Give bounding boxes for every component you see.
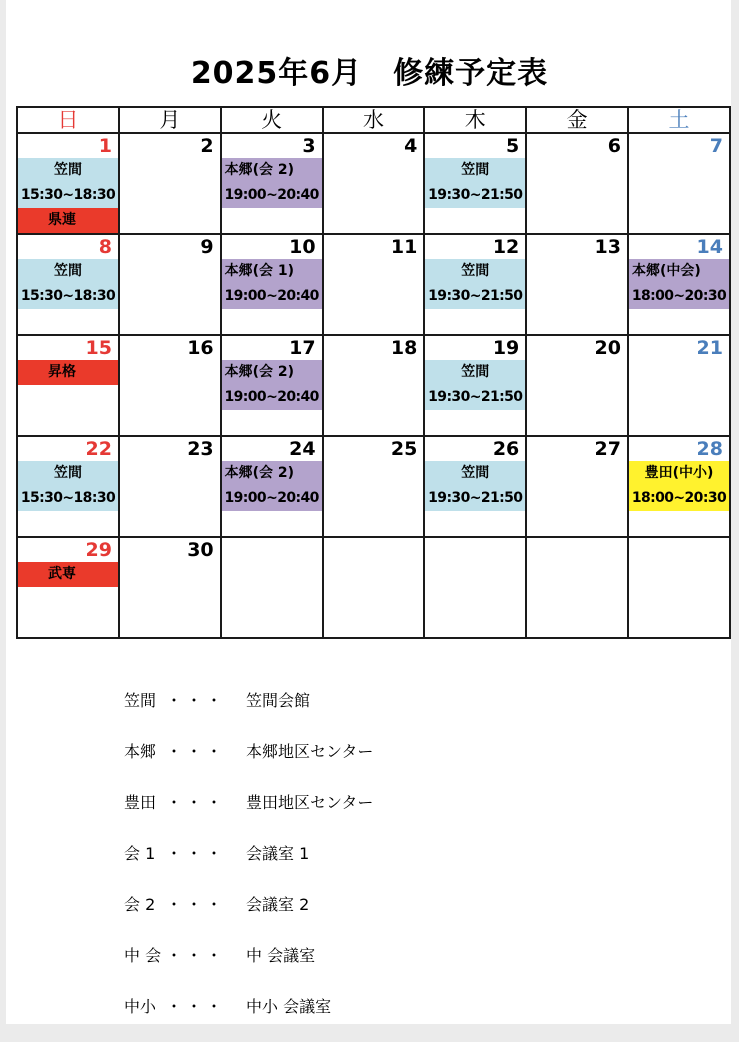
day-number: 6 (607, 135, 621, 157)
event-time: 15:30~18:30 (20, 490, 116, 506)
calendar-day-cell (119, 133, 221, 234)
calendar-day-cell (323, 133, 425, 234)
day-number: 7 (709, 135, 723, 157)
legend-abbr: 本郷 (124, 742, 157, 761)
event-tag: 昇格 (18, 360, 118, 385)
calendar-day-cell (221, 234, 323, 335)
day-number: 9 (200, 236, 214, 258)
calendar-day-cell (119, 335, 221, 436)
schedule-event (425, 158, 525, 208)
legend-name: 中 会議室 (246, 946, 316, 965)
event-time: 15:30~18:30 (20, 288, 116, 304)
legend-dots: ・・・ (166, 946, 227, 965)
day-number: 2 (200, 135, 214, 157)
event-time: 18:00~20:30 (631, 490, 727, 506)
calendar-day-cell (424, 335, 526, 436)
calendar-day-cell (526, 133, 628, 234)
calendar-day-cell (526, 436, 628, 537)
weekday-wed: 水 (323, 107, 425, 133)
legend-dots: ・・・ (166, 895, 227, 914)
day-number (629, 538, 729, 562)
event-time: 18:00~20:30 (631, 288, 727, 304)
day-number: 14 (696, 236, 723, 258)
calendar-day-cell (424, 133, 526, 234)
event-location: 豊田(中小) (644, 465, 714, 481)
day-number: 18 (390, 337, 418, 359)
day-number: 28 (696, 438, 723, 460)
event-time: 19:30~21:50 (428, 288, 523, 304)
calendar-day-cell (424, 537, 526, 638)
calendar-day-cell (221, 436, 323, 537)
legend-row (124, 736, 373, 787)
day-number: 21 (696, 337, 723, 359)
schedule-event (18, 461, 118, 511)
schedule-event (222, 360, 322, 410)
schedule-event (222, 158, 322, 208)
weekday-sat: 土 (628, 107, 730, 133)
day-number: 26 (492, 438, 520, 460)
calendar-day-cell (221, 133, 323, 234)
calendar-day-cell (119, 537, 221, 638)
day-number: 12 (492, 236, 520, 258)
calendar-day-cell (17, 436, 119, 537)
weekday-mon: 月 (119, 107, 221, 133)
schedule-event (222, 259, 322, 309)
schedule-event (18, 158, 118, 208)
calendar-day-cell (17, 133, 119, 234)
event-time: 19:30~21:50 (428, 187, 523, 203)
day-number (527, 538, 627, 562)
day-number (324, 538, 424, 562)
calendar-day-cell (119, 234, 221, 335)
page-title: 2025年6月 修練予定表 (190, 56, 549, 91)
calendar-day-cell (628, 234, 730, 335)
calendar-week-row (17, 133, 730, 234)
schedule-event (425, 259, 525, 309)
calendar-day-cell (424, 234, 526, 335)
calendar-day-cell (628, 133, 730, 234)
legend-row (124, 991, 373, 1042)
calendar-table (16, 106, 731, 639)
event-location: 笠間 (461, 162, 490, 178)
day-number (222, 538, 322, 562)
legend (124, 685, 373, 1042)
legend-dots: ・・・ (166, 691, 227, 710)
schedule-event (629, 259, 729, 309)
day-number: 29 (85, 539, 112, 561)
day-number: 15 (85, 337, 112, 359)
day-number: 4 (404, 135, 418, 157)
day-number: 22 (85, 438, 112, 460)
legend-dots: ・・・ (166, 997, 227, 1016)
legend-abbr: 会 1 (124, 844, 156, 863)
event-location: 笠間 (461, 465, 490, 481)
legend-name: 本郷地区センター (246, 742, 374, 761)
day-number: 20 (594, 337, 621, 359)
event-location: 本郷(会 2) (224, 364, 295, 380)
event-location: 笠間 (53, 162, 82, 178)
weekday-header-row (17, 107, 730, 133)
legend-name: 笠間会館 (246, 691, 311, 710)
calendar-day-cell (323, 537, 425, 638)
event-time: 19:00~20:40 (224, 187, 319, 203)
day-number (425, 538, 525, 562)
day-number: 17 (289, 337, 316, 359)
event-tag: 武専 (18, 562, 118, 587)
event-location: 本郷(会 1) (224, 263, 295, 279)
day-number: 30 (187, 539, 214, 561)
day-number: 5 (506, 135, 520, 157)
weekday-thu: 木 (424, 107, 526, 133)
day-number: 3 (302, 135, 316, 157)
day-number: 25 (390, 438, 418, 460)
calendar-day-cell (17, 335, 119, 436)
day-number: 1 (98, 135, 112, 157)
weekday-tue: 火 (221, 107, 323, 133)
legend-dots: ・・・ (166, 742, 227, 761)
schedule-event (18, 259, 118, 309)
day-number: 23 (187, 438, 214, 460)
calendar-day-cell (323, 335, 425, 436)
legend-abbr: 笠間 (124, 691, 157, 710)
day-number: 13 (594, 236, 621, 258)
legend-row (124, 889, 373, 940)
event-time: 19:30~21:50 (428, 389, 523, 405)
day-number: 8 (98, 236, 112, 258)
legend-name: 会議室 1 (246, 844, 310, 863)
legend-row (124, 838, 373, 889)
event-time: 19:00~20:40 (224, 490, 319, 506)
calendar-day-cell (221, 537, 323, 638)
schedule-event (222, 461, 322, 511)
day-number: 11 (390, 236, 418, 258)
calendar-day-cell (424, 436, 526, 537)
weekday-fri: 金 (526, 107, 628, 133)
calendar-day-cell (221, 335, 323, 436)
legend-abbr: 中 会 (124, 946, 162, 965)
calendar-day-cell (323, 234, 425, 335)
event-location: 笠間 (461, 364, 490, 380)
calendar-week-row (17, 335, 730, 436)
day-number: 10 (289, 236, 316, 258)
legend-name: 豊田地区センター (246, 793, 374, 812)
calendar-day-cell (526, 234, 628, 335)
calendar-day-cell (628, 335, 730, 436)
calendar-day-cell (628, 436, 730, 537)
event-tag: 県連 (18, 208, 118, 233)
day-number: 16 (187, 337, 214, 359)
legend-row (124, 787, 373, 838)
event-time: 19:30~21:50 (428, 490, 523, 506)
calendar-day-cell (628, 537, 730, 638)
legend-dots: ・・・ (166, 793, 227, 812)
calendar-day-cell (526, 335, 628, 436)
day-number: 19 (492, 337, 520, 359)
event-location: 本郷(会 2) (224, 162, 295, 178)
event-location: 本郷(会 2) (224, 465, 295, 481)
event-location: 本郷(中会) (631, 263, 701, 279)
calendar-day-cell (17, 537, 119, 638)
day-number: 24 (289, 438, 316, 460)
legend-row (124, 940, 373, 991)
page (6, 0, 731, 1024)
event-location: 笠間 (461, 263, 490, 279)
schedule-event (425, 461, 525, 511)
event-time: 15:30~18:30 (20, 187, 116, 203)
calendar-day-cell (119, 436, 221, 537)
legend-abbr: 中小 (124, 997, 157, 1016)
legend-abbr: 豊田 (124, 793, 157, 812)
day-number: 27 (594, 438, 621, 460)
event-location: 笠間 (53, 465, 82, 481)
calendar-day-cell (323, 436, 425, 537)
legend-row (124, 685, 373, 736)
calendar-week-row (17, 537, 730, 638)
schedule-event (425, 360, 525, 410)
calendar-week-row (17, 234, 730, 335)
calendar-day-cell (17, 234, 119, 335)
schedule-event (629, 461, 729, 511)
legend-abbr: 会 2 (124, 895, 156, 914)
event-location: 笠間 (53, 263, 82, 279)
calendar-day-cell (526, 537, 628, 638)
event-time: 19:00~20:40 (224, 389, 319, 405)
calendar-week-row (17, 436, 730, 537)
legend-name: 会議室 2 (246, 895, 310, 914)
legend-dots: ・・・ (166, 844, 227, 863)
legend-name: 中小 会議室 (246, 997, 332, 1016)
event-time: 19:00~20:40 (224, 288, 319, 304)
weekday-sun: 日 (17, 107, 119, 133)
